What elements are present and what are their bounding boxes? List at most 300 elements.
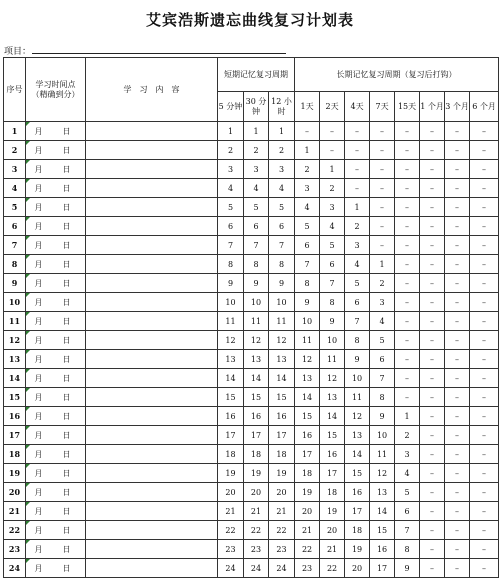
short-review-cell[interactable]: 22	[218, 521, 244, 540]
short-review-cell[interactable]: 1	[244, 122, 269, 141]
study-content-cell[interactable]	[86, 369, 218, 388]
long-review-cell[interactable]: 18	[320, 483, 345, 502]
long-review-cell[interactable]: 8	[345, 331, 370, 350]
long-review-cell[interactable]: –	[445, 217, 470, 236]
short-review-cell[interactable]: 10	[244, 293, 269, 312]
short-review-cell[interactable]: 4	[244, 179, 269, 198]
long-review-cell[interactable]: 20	[320, 521, 345, 540]
study-content-cell[interactable]	[86, 483, 218, 502]
long-review-cell[interactable]: 6	[370, 350, 395, 369]
short-review-cell[interactable]: 6	[269, 217, 295, 236]
long-review-cell[interactable]: –	[395, 388, 420, 407]
long-review-cell[interactable]: 19	[320, 502, 345, 521]
short-review-cell[interactable]: 4	[269, 179, 295, 198]
long-review-cell[interactable]: –	[470, 160, 499, 179]
long-review-cell[interactable]: –	[470, 426, 499, 445]
study-time-cell[interactable]	[26, 502, 86, 521]
long-review-cell[interactable]: –	[470, 179, 499, 198]
long-review-cell[interactable]: 12	[295, 350, 320, 369]
long-review-cell[interactable]: 21	[320, 540, 345, 559]
short-review-cell[interactable]: 8	[218, 255, 244, 274]
long-review-cell[interactable]: 22	[320, 559, 345, 578]
long-review-cell[interactable]: 15	[320, 426, 345, 445]
study-content-cell[interactable]	[86, 407, 218, 426]
long-review-cell[interactable]: 6	[345, 293, 370, 312]
long-review-cell[interactable]: –	[445, 502, 470, 521]
long-review-cell[interactable]: 5	[345, 274, 370, 293]
long-review-cell[interactable]: –	[445, 293, 470, 312]
short-review-cell[interactable]: 7	[269, 236, 295, 255]
long-review-cell[interactable]: –	[470, 502, 499, 521]
short-review-cell[interactable]: 2	[269, 141, 295, 160]
short-review-cell[interactable]: 3	[244, 160, 269, 179]
study-time-cell[interactable]	[26, 274, 86, 293]
long-review-cell[interactable]: –	[420, 521, 445, 540]
long-review-cell[interactable]: –	[295, 122, 320, 141]
long-review-cell[interactable]: 14	[295, 388, 320, 407]
short-review-cell[interactable]: 21	[244, 502, 269, 521]
long-review-cell[interactable]: –	[445, 540, 470, 559]
short-review-cell[interactable]: 9	[218, 274, 244, 293]
study-time-cell[interactable]	[26, 350, 86, 369]
study-content-cell[interactable]	[86, 122, 218, 141]
short-review-cell[interactable]: 7	[244, 236, 269, 255]
long-review-cell[interactable]: –	[470, 540, 499, 559]
long-review-cell[interactable]: –	[320, 141, 345, 160]
long-review-cell[interactable]: –	[445, 464, 470, 483]
study-time-cell[interactable]	[26, 160, 86, 179]
long-review-cell[interactable]: 6	[320, 255, 345, 274]
long-review-cell[interactable]: –	[470, 255, 499, 274]
study-content-cell[interactable]	[86, 350, 218, 369]
short-review-cell[interactable]: 3	[218, 160, 244, 179]
long-review-cell[interactable]: –	[445, 388, 470, 407]
long-review-cell[interactable]: 8	[395, 540, 420, 559]
long-review-cell[interactable]: –	[370, 160, 395, 179]
long-review-cell[interactable]: 8	[295, 274, 320, 293]
long-review-cell[interactable]: –	[445, 179, 470, 198]
long-review-cell[interactable]: 14	[345, 445, 370, 464]
long-review-cell[interactable]: –	[470, 331, 499, 350]
short-review-cell[interactable]: 5	[218, 198, 244, 217]
short-review-cell[interactable]: 23	[244, 540, 269, 559]
short-review-cell[interactable]: 11	[244, 312, 269, 331]
long-review-cell[interactable]: 14	[370, 502, 395, 521]
study-content-cell[interactable]	[86, 464, 218, 483]
short-review-cell[interactable]: 23	[269, 540, 295, 559]
long-review-cell[interactable]: 3	[370, 293, 395, 312]
study-content-cell[interactable]	[86, 540, 218, 559]
long-review-cell[interactable]: 12	[345, 407, 370, 426]
short-review-cell[interactable]: 5	[269, 198, 295, 217]
long-review-cell[interactable]: –	[470, 369, 499, 388]
study-time-cell[interactable]	[26, 426, 86, 445]
long-review-cell[interactable]: –	[470, 559, 499, 578]
long-review-cell[interactable]: 13	[320, 388, 345, 407]
short-review-cell[interactable]: 6	[218, 217, 244, 236]
long-review-cell[interactable]: –	[420, 407, 445, 426]
short-review-cell[interactable]: 10	[269, 293, 295, 312]
long-review-cell[interactable]: 13	[370, 483, 395, 502]
long-review-cell[interactable]: –	[420, 445, 445, 464]
short-review-cell[interactable]: 19	[244, 464, 269, 483]
long-review-cell[interactable]: 15	[295, 407, 320, 426]
short-review-cell[interactable]: 7	[218, 236, 244, 255]
long-review-cell[interactable]: 7	[370, 369, 395, 388]
short-review-cell[interactable]: 18	[244, 445, 269, 464]
long-review-cell[interactable]: –	[395, 312, 420, 331]
long-review-cell[interactable]: 5	[295, 217, 320, 236]
long-review-cell[interactable]: 11	[345, 388, 370, 407]
study-time-cell[interactable]	[26, 255, 86, 274]
short-review-cell[interactable]: 12	[244, 331, 269, 350]
short-review-cell[interactable]: 13	[244, 350, 269, 369]
long-review-cell[interactable]: –	[420, 388, 445, 407]
long-review-cell[interactable]: 19	[295, 483, 320, 502]
study-content-cell[interactable]	[86, 559, 218, 578]
short-review-cell[interactable]: 18	[269, 445, 295, 464]
long-review-cell[interactable]: –	[420, 255, 445, 274]
study-time-cell[interactable]	[26, 388, 86, 407]
long-review-cell[interactable]: –	[420, 464, 445, 483]
study-content-cell[interactable]	[86, 388, 218, 407]
short-review-cell[interactable]: 19	[269, 464, 295, 483]
short-review-cell[interactable]: 12	[218, 331, 244, 350]
long-review-cell[interactable]: 11	[370, 445, 395, 464]
short-review-cell[interactable]: 21	[269, 502, 295, 521]
study-content-cell[interactable]	[86, 160, 218, 179]
study-content-cell[interactable]	[86, 521, 218, 540]
long-review-cell[interactable]: –	[370, 179, 395, 198]
long-review-cell[interactable]: 4	[295, 198, 320, 217]
long-review-cell[interactable]: 11	[320, 350, 345, 369]
long-review-cell[interactable]: –	[395, 293, 420, 312]
long-review-cell[interactable]: –	[420, 312, 445, 331]
long-review-cell[interactable]: 12	[320, 369, 345, 388]
long-review-cell[interactable]: –	[395, 331, 420, 350]
long-review-cell[interactable]: 1	[395, 407, 420, 426]
long-review-cell[interactable]: 3	[320, 198, 345, 217]
short-review-cell[interactable]: 13	[218, 350, 244, 369]
long-review-cell[interactable]: –	[470, 122, 499, 141]
long-review-cell[interactable]: 6	[295, 236, 320, 255]
long-review-cell[interactable]: –	[420, 331, 445, 350]
long-review-cell[interactable]: –	[445, 521, 470, 540]
study-time-cell[interactable]	[26, 559, 86, 578]
long-review-cell[interactable]: –	[420, 236, 445, 255]
long-review-cell[interactable]: 19	[345, 540, 370, 559]
long-review-cell[interactable]: 3	[345, 236, 370, 255]
short-review-cell[interactable]: 9	[269, 274, 295, 293]
long-review-cell[interactable]: –	[395, 274, 420, 293]
long-review-cell[interactable]: 15	[370, 521, 395, 540]
long-review-cell[interactable]: –	[470, 388, 499, 407]
short-review-cell[interactable]: 2	[244, 141, 269, 160]
short-review-cell[interactable]: 20	[244, 483, 269, 502]
long-review-cell[interactable]: –	[470, 521, 499, 540]
long-review-cell[interactable]: –	[470, 141, 499, 160]
study-content-cell[interactable]	[86, 179, 218, 198]
study-time-cell[interactable]	[26, 540, 86, 559]
long-review-cell[interactable]: –	[445, 331, 470, 350]
short-review-cell[interactable]: 24	[244, 559, 269, 578]
long-review-cell[interactable]: –	[345, 122, 370, 141]
study-time-cell[interactable]	[26, 293, 86, 312]
long-review-cell[interactable]: –	[470, 312, 499, 331]
short-review-cell[interactable]: 15	[269, 388, 295, 407]
long-review-cell[interactable]: 7	[295, 255, 320, 274]
short-review-cell[interactable]: 16	[269, 407, 295, 426]
short-review-cell[interactable]: 22	[269, 521, 295, 540]
long-review-cell[interactable]: 4	[345, 255, 370, 274]
short-review-cell[interactable]: 15	[244, 388, 269, 407]
project-input-line[interactable]	[32, 53, 286, 54]
long-review-cell[interactable]: –	[470, 407, 499, 426]
long-review-cell[interactable]: –	[370, 217, 395, 236]
long-review-cell[interactable]: –	[445, 426, 470, 445]
long-review-cell[interactable]: 20	[345, 559, 370, 578]
short-review-cell[interactable]: 17	[244, 426, 269, 445]
long-review-cell[interactable]: 11	[295, 331, 320, 350]
long-review-cell[interactable]: 1	[295, 141, 320, 160]
short-review-cell[interactable]: 17	[218, 426, 244, 445]
long-review-cell[interactable]: –	[420, 502, 445, 521]
long-review-cell[interactable]: –	[470, 293, 499, 312]
long-review-cell[interactable]: –	[395, 369, 420, 388]
short-review-cell[interactable]: 16	[244, 407, 269, 426]
long-review-cell[interactable]: –	[445, 312, 470, 331]
long-review-cell[interactable]: –	[395, 179, 420, 198]
long-review-cell[interactable]: 22	[295, 540, 320, 559]
study-time-cell[interactable]	[26, 122, 86, 141]
study-time-cell[interactable]	[26, 445, 86, 464]
long-review-cell[interactable]: 16	[370, 540, 395, 559]
long-review-cell[interactable]: –	[395, 198, 420, 217]
short-review-cell[interactable]: 21	[218, 502, 244, 521]
short-review-cell[interactable]: 11	[269, 312, 295, 331]
long-review-cell[interactable]: –	[395, 160, 420, 179]
long-review-cell[interactable]: 9	[370, 407, 395, 426]
long-review-cell[interactable]: 1	[345, 198, 370, 217]
long-review-cell[interactable]: 2	[370, 274, 395, 293]
long-review-cell[interactable]: 13	[295, 369, 320, 388]
long-review-cell[interactable]: –	[445, 122, 470, 141]
study-time-cell[interactable]	[26, 217, 86, 236]
long-review-cell[interactable]: 10	[345, 369, 370, 388]
study-time-cell[interactable]	[26, 521, 86, 540]
long-review-cell[interactable]: –	[420, 160, 445, 179]
long-review-cell[interactable]: –	[395, 141, 420, 160]
short-review-cell[interactable]: 11	[218, 312, 244, 331]
short-review-cell[interactable]: 2	[218, 141, 244, 160]
long-review-cell[interactable]: 9	[345, 350, 370, 369]
long-review-cell[interactable]: –	[470, 198, 499, 217]
long-review-cell[interactable]: –	[395, 350, 420, 369]
long-review-cell[interactable]: –	[445, 369, 470, 388]
short-review-cell[interactable]: 20	[218, 483, 244, 502]
short-review-cell[interactable]: 13	[269, 350, 295, 369]
long-review-cell[interactable]: –	[420, 483, 445, 502]
short-review-cell[interactable]: 14	[269, 369, 295, 388]
study-content-cell[interactable]	[86, 502, 218, 521]
short-review-cell[interactable]: 24	[218, 559, 244, 578]
long-review-cell[interactable]: 15	[345, 464, 370, 483]
short-review-cell[interactable]: 3	[269, 160, 295, 179]
short-review-cell[interactable]: 6	[244, 217, 269, 236]
long-review-cell[interactable]: –	[420, 426, 445, 445]
long-review-cell[interactable]: –	[445, 198, 470, 217]
long-review-cell[interactable]: 2	[345, 217, 370, 236]
long-review-cell[interactable]: 9	[395, 559, 420, 578]
long-review-cell[interactable]: –	[345, 179, 370, 198]
long-review-cell[interactable]: 18	[345, 521, 370, 540]
long-review-cell[interactable]: –	[470, 445, 499, 464]
short-review-cell[interactable]: 15	[218, 388, 244, 407]
long-review-cell[interactable]: –	[420, 217, 445, 236]
long-review-cell[interactable]: 2	[295, 160, 320, 179]
study-time-cell[interactable]	[26, 179, 86, 198]
long-review-cell[interactable]: 16	[345, 483, 370, 502]
long-review-cell[interactable]: 17	[370, 559, 395, 578]
long-review-cell[interactable]: –	[420, 141, 445, 160]
study-time-cell[interactable]	[26, 331, 86, 350]
long-review-cell[interactable]: 2	[320, 179, 345, 198]
short-review-cell[interactable]: 22	[244, 521, 269, 540]
long-review-cell[interactable]: –	[370, 141, 395, 160]
long-review-cell[interactable]: 23	[295, 559, 320, 578]
long-review-cell[interactable]: –	[445, 141, 470, 160]
long-review-cell[interactable]: –	[420, 350, 445, 369]
short-review-cell[interactable]: 19	[218, 464, 244, 483]
long-review-cell[interactable]: 3	[295, 179, 320, 198]
long-review-cell[interactable]: 4	[320, 217, 345, 236]
long-review-cell[interactable]: 10	[295, 312, 320, 331]
long-review-cell[interactable]: –	[470, 217, 499, 236]
long-review-cell[interactable]: –	[420, 369, 445, 388]
long-review-cell[interactable]: 2	[395, 426, 420, 445]
short-review-cell[interactable]: 18	[218, 445, 244, 464]
long-review-cell[interactable]: 10	[320, 331, 345, 350]
long-review-cell[interactable]: 1	[370, 255, 395, 274]
short-review-cell[interactable]: 20	[269, 483, 295, 502]
study-time-cell[interactable]	[26, 236, 86, 255]
long-review-cell[interactable]: 5	[395, 483, 420, 502]
study-time-cell[interactable]	[26, 198, 86, 217]
long-review-cell[interactable]: 7	[320, 274, 345, 293]
long-review-cell[interactable]: –	[470, 236, 499, 255]
long-review-cell[interactable]: –	[395, 217, 420, 236]
short-review-cell[interactable]: 8	[269, 255, 295, 274]
study-content-cell[interactable]	[86, 426, 218, 445]
study-time-cell[interactable]	[26, 369, 86, 388]
long-review-cell[interactable]: 17	[295, 445, 320, 464]
long-review-cell[interactable]: –	[420, 540, 445, 559]
long-review-cell[interactable]: –	[420, 293, 445, 312]
long-review-cell[interactable]: –	[420, 198, 445, 217]
long-review-cell[interactable]: –	[420, 179, 445, 198]
long-review-cell[interactable]: 5	[320, 236, 345, 255]
long-review-cell[interactable]: 4	[395, 464, 420, 483]
long-review-cell[interactable]: 8	[370, 388, 395, 407]
long-review-cell[interactable]: 17	[320, 464, 345, 483]
long-review-cell[interactable]: 17	[345, 502, 370, 521]
long-review-cell[interactable]: 9	[320, 312, 345, 331]
short-review-cell[interactable]: 1	[218, 122, 244, 141]
short-review-cell[interactable]: 14	[218, 369, 244, 388]
study-time-cell[interactable]	[26, 141, 86, 160]
long-review-cell[interactable]: –	[445, 407, 470, 426]
long-review-cell[interactable]: 8	[320, 293, 345, 312]
study-time-cell[interactable]	[26, 407, 86, 426]
long-review-cell[interactable]: 1	[320, 160, 345, 179]
short-review-cell[interactable]: 23	[218, 540, 244, 559]
short-review-cell[interactable]: 1	[269, 122, 295, 141]
study-content-cell[interactable]	[86, 293, 218, 312]
long-review-cell[interactable]: –	[395, 122, 420, 141]
long-review-cell[interactable]: 6	[395, 502, 420, 521]
short-review-cell[interactable]: 9	[244, 274, 269, 293]
study-time-cell[interactable]	[26, 312, 86, 331]
long-review-cell[interactable]: –	[345, 141, 370, 160]
long-review-cell[interactable]: –	[470, 350, 499, 369]
long-review-cell[interactable]: 9	[295, 293, 320, 312]
long-review-cell[interactable]: –	[370, 236, 395, 255]
study-content-cell[interactable]	[86, 445, 218, 464]
long-review-cell[interactable]: 13	[345, 426, 370, 445]
long-review-cell[interactable]: 3	[395, 445, 420, 464]
long-review-cell[interactable]: –	[445, 236, 470, 255]
long-review-cell[interactable]: 10	[370, 426, 395, 445]
long-review-cell[interactable]: 12	[370, 464, 395, 483]
long-review-cell[interactable]: –	[420, 274, 445, 293]
long-review-cell[interactable]: –	[420, 559, 445, 578]
long-review-cell[interactable]: 18	[295, 464, 320, 483]
long-review-cell[interactable]: 16	[320, 445, 345, 464]
short-review-cell[interactable]: 24	[269, 559, 295, 578]
long-review-cell[interactable]: 7	[345, 312, 370, 331]
long-review-cell[interactable]: –	[470, 464, 499, 483]
long-review-cell[interactable]: –	[370, 122, 395, 141]
study-content-cell[interactable]	[86, 141, 218, 160]
study-content-cell[interactable]	[86, 198, 218, 217]
short-review-cell[interactable]: 5	[244, 198, 269, 217]
long-review-cell[interactable]: –	[445, 445, 470, 464]
short-review-cell[interactable]: 14	[244, 369, 269, 388]
short-review-cell[interactable]: 17	[269, 426, 295, 445]
long-review-cell[interactable]: –	[445, 160, 470, 179]
study-content-cell[interactable]	[86, 331, 218, 350]
long-review-cell[interactable]: 4	[370, 312, 395, 331]
long-review-cell[interactable]: 7	[395, 521, 420, 540]
long-review-cell[interactable]: –	[445, 483, 470, 502]
long-review-cell[interactable]: 21	[295, 521, 320, 540]
study-time-cell[interactable]	[26, 464, 86, 483]
short-review-cell[interactable]: 10	[218, 293, 244, 312]
long-review-cell[interactable]: –	[370, 198, 395, 217]
long-review-cell[interactable]: –	[345, 160, 370, 179]
study-time-cell[interactable]	[26, 483, 86, 502]
study-content-cell[interactable]	[86, 236, 218, 255]
short-review-cell[interactable]: 4	[218, 179, 244, 198]
long-review-cell[interactable]: 5	[370, 331, 395, 350]
long-review-cell[interactable]: –	[395, 255, 420, 274]
long-review-cell[interactable]: –	[470, 483, 499, 502]
study-content-cell[interactable]	[86, 217, 218, 236]
long-review-cell[interactable]: –	[320, 122, 345, 141]
long-review-cell[interactable]: –	[445, 350, 470, 369]
long-review-cell[interactable]: 16	[295, 426, 320, 445]
short-review-cell[interactable]: 12	[269, 331, 295, 350]
